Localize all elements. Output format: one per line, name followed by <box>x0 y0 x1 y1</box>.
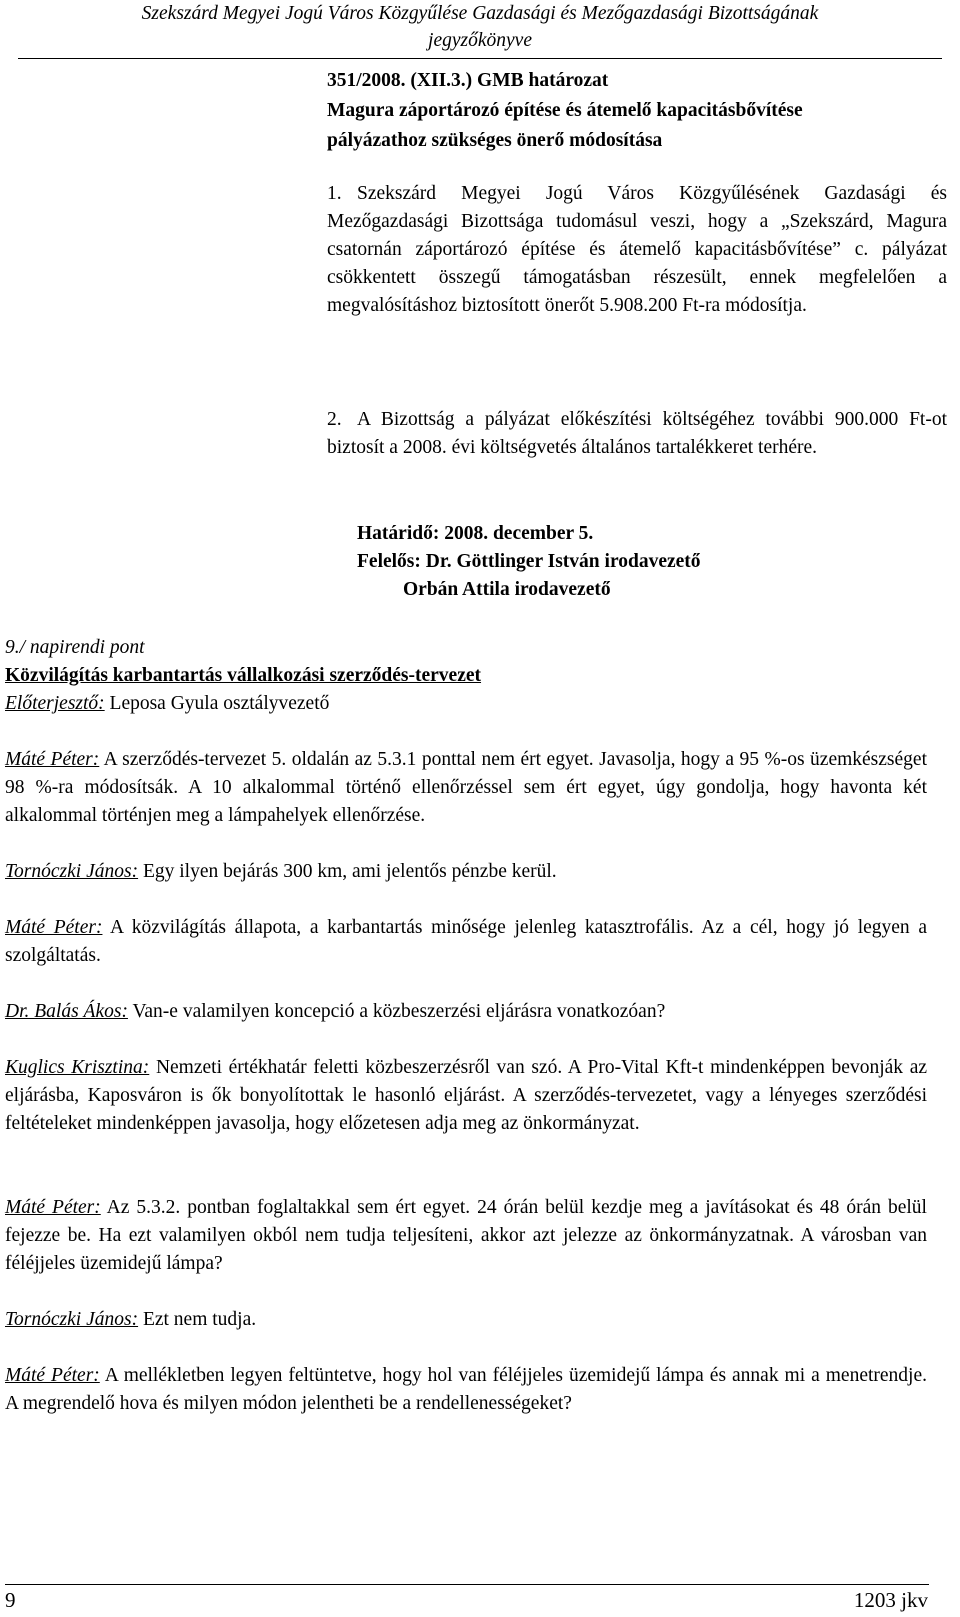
document-reference: 1203 jkv <box>853 1588 928 1612</box>
resolution-number: 351/2008. (XII.3.) GMB határozat <box>327 70 609 91</box>
agenda-block <box>5 634 927 718</box>
speaker: Tornóczki János: <box>5 1309 139 1330</box>
presenter-value: Leposa Gyula osztályvezető <box>109 693 330 714</box>
speech: A közvilágítás állapota, a karbantartás minősége jelenleg katasztrofális. Az a cél, hogy jó legyen a szolgáltatás. <box>5 917 927 966</box>
item-text: A Bizottság a pályázat előkészítési költségéhez további 900.000 Ft-ot biztosít a 2008. évi költségvetés általános tartalékkeret terhére. <box>327 409 947 458</box>
responsible-line-2 <box>357 576 701 604</box>
speech: Egy ilyen bejárás 300 km, ami jelentős pénzbe kerül. <box>142 861 557 882</box>
deadline-value: 2008. december 5. <box>444 523 594 544</box>
responsible-1: Dr. Göttlinger István irodavezető <box>425 551 701 572</box>
speaker: Kuglics Krisztina: <box>5 1057 150 1078</box>
dialogue-0 <box>5 746 927 830</box>
header-line-1: Szekszárd Megyei Jogú Város Közgyűlése Gazdasági és Mezőgazdasági Bizottságának <box>141 3 819 24</box>
item-number: 2. <box>327 409 342 430</box>
dialogue-3 <box>5 998 927 1026</box>
speech: Ezt nem tudja. <box>142 1309 257 1330</box>
presenter-line <box>5 690 927 718</box>
speaker: Tornóczki János: <box>5 861 139 882</box>
agenda-point: 9./ napirendi pont <box>5 637 145 658</box>
dialogue-1 <box>5 858 927 886</box>
deadline-block <box>357 520 701 604</box>
speech: A szerződés-tervezet 5. oldalán az 5.3.1 ponttal nem ért egyet. Javasolja, hogy a 95 %-os üzemkészséget 98 %-ra módosítsák. A 10 alkalommal történő ellenőrzéssel sem ért egyet, úgy gondolja, hogy havonta két alkalommal történjen meg a lámpahelyek ellenőrzése. <box>5 749 927 826</box>
page-header <box>0 0 960 54</box>
resolution-title <box>327 66 947 156</box>
resolution-title-line-1: Magura záportározó építése és átemelő kapacitásbővítése <box>327 100 803 121</box>
speech: Nemzeti értékhatár feletti közbeszerzésről van szó. A Pro-Vital Kft-t mindenképpen bevonják az eljárásba, Kaposváron is ők bonyolítottak le hasonló eljárást. A szerződés-tervezetet, vagy a lényeges szerződési feltételeket mindenképpen javasolja, hogy előzetesen adja meg az önkormányzat. <box>5 1057 927 1134</box>
dialogue-5 <box>5 1194 927 1278</box>
header-line-2: jegyzőkönyve <box>428 30 532 51</box>
dialogue-6 <box>5 1306 927 1334</box>
deadline-label: Határidő: <box>357 523 440 544</box>
speech: Van-e valamilyen koncepció a közbeszerzési eljárásra vonatkozóan? <box>132 1001 666 1022</box>
speech: A mellékletben legyen feltüntetve, hogy hol van féléjjeles üzemidejű lámpa és annak mi a menetrendje. A megrendelő hova és milyen módon jelentheti be a rendellenességeket? <box>5 1365 928 1414</box>
responsible-line <box>357 548 701 576</box>
dialogue-4 <box>5 1054 927 1138</box>
header-rule <box>18 58 942 59</box>
item-number: 1. <box>327 183 342 204</box>
deadline-line <box>357 520 701 548</box>
dialogue-7 <box>5 1362 927 1418</box>
dialogue-2 <box>5 914 927 970</box>
presenter-label: Előterjesztő: <box>5 693 105 714</box>
item-text: Szekszárd Megyei Jogú Város Közgyűlésének Gazdasági és Mezőgazdasági Bizottsága tudomásul veszi, hogy a „Szekszárd, Magura csatornán záportározó építése és átemelő kapacitásbővítése” c. pályázat csökkentett összegű támogatásban részesült, ennek megfelelően a megvalósításhoz biztosított önerőt 5.908.200 Ft-ra módosítja. <box>327 183 947 316</box>
resolution-item-1 <box>327 180 947 320</box>
resolution-title-line-2: pályázathoz szükséges önerő módosítása <box>327 130 663 151</box>
speaker: Máté Péter: <box>5 1197 101 1218</box>
responsible-2: Orbán Attila irodavezető <box>403 579 611 600</box>
agenda-title: Közvilágítás karbantartás vállalkozási szerződés-tervezet <box>5 665 482 686</box>
speech: Az 5.3.2. pontban foglaltakkal sem ért egyet. 24 órán belül kezdje meg a javításokat és 48 órán belül fejezze be. Ha ezt valamilyen okból nem tudja teljesíteni, akkor azt jelezze az önkormányzatnak. A városban van féléjjeles üzemidejű lámpa? <box>5 1197 927 1274</box>
responsible-label: Felelős: <box>357 551 421 572</box>
speaker: Máté Péter: <box>5 749 100 770</box>
speaker: Máté Péter: <box>5 917 103 938</box>
speaker: Máté Péter: <box>5 1365 100 1386</box>
page-number: 9 <box>5 1588 16 1612</box>
speaker: Dr. Balás Ákos: <box>5 1001 128 1022</box>
resolution-item-2 <box>327 406 947 462</box>
footer-rule <box>5 1584 929 1585</box>
